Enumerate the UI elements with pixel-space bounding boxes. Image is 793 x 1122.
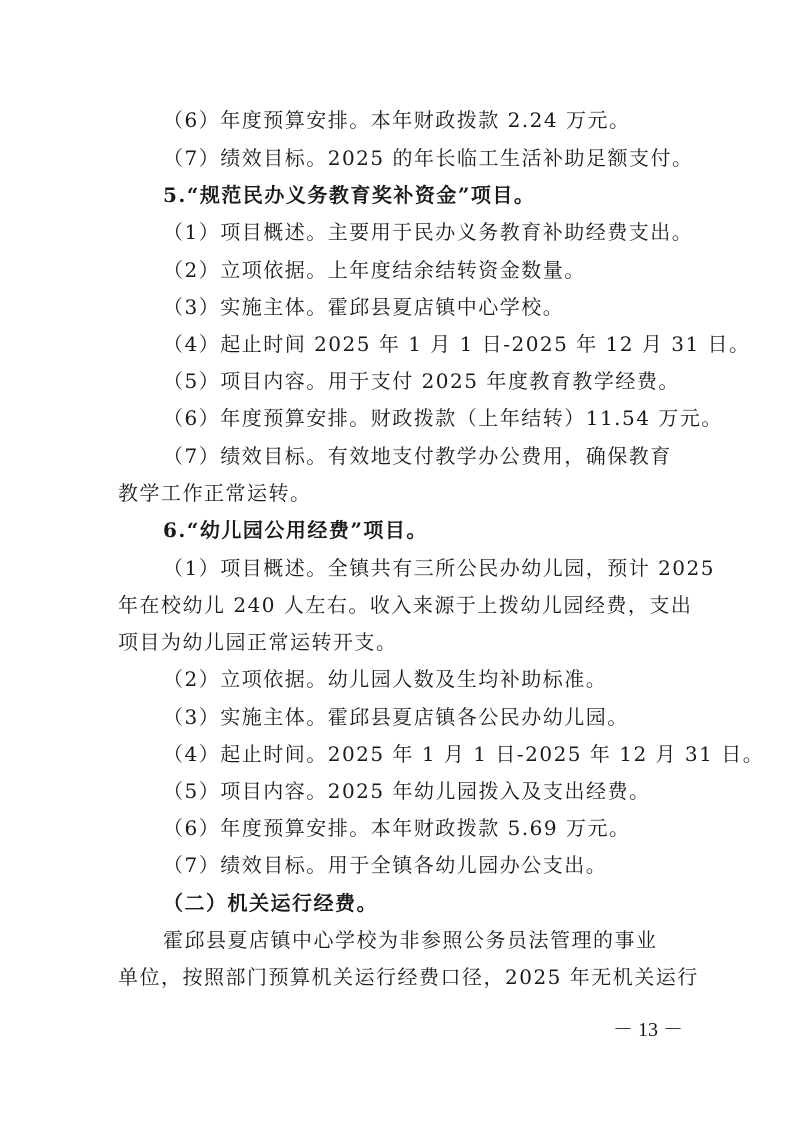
- text-line-content-5: （5）项目内容。用于支付 2025 年度教育教学经费。: [163, 369, 680, 393]
- text-line-overview-6: （1）项目概述。全镇共有三所公民办幼儿园，预计 2025: [163, 556, 715, 580]
- text-line-goal-6: （7）绩效目标。用于全镇各幼儿园办公支出。: [163, 853, 608, 877]
- section-heading-er: （二）机关运行经费。: [163, 891, 378, 915]
- text-line-budget-5: （6）年度预算安排。财政拨款（上年结转）11.54 万元。: [163, 406, 723, 430]
- text-line-period-5: （4）起止时间 2025 年 1 月 1 日-2025 年 12 月 31 日。: [163, 332, 751, 356]
- text-line-goal-5: （7）绩效目标。有效地支付教学办公费用，确保教育: [163, 444, 672, 468]
- text-line-goal-5-cont: 教学工作正常运转。: [118, 481, 312, 505]
- page-number: － 13 －: [613, 1019, 683, 1041]
- text-line-paragraph-1: 霍邱县夏店镇中心学校为非参照公务员法管理的事业: [163, 928, 658, 952]
- text-line-paragraph-2: 单位，按照部门预算机关运行经费口径，2025 年无机关运行: [118, 965, 699, 989]
- text-line-overview-6-cont2: 项目为幼儿园正常运转开支。: [118, 630, 398, 654]
- section-heading-6: 6.“幼儿园公用经费”项目。: [163, 518, 428, 542]
- text-line-budget-6: （6）年度预算安排。本年财政拨款 5.69 万元。: [163, 816, 631, 840]
- text-line-overview-5: （1）项目概述。主要用于民办义务教育补助经费支出。: [163, 220, 694, 244]
- section-heading-5: 5.“规范民办义务教育奖补资金”项目。: [163, 183, 536, 207]
- text-line-subject-5: （3）实施主体。霍邱县夏店镇中心学校。: [163, 295, 565, 319]
- text-line-basis-6: （2）立项依据。幼儿园人数及生均补助标准。: [163, 667, 608, 691]
- text-line-overview-6-cont1: 年在校幼儿 240 人左右。收入来源于上拨幼儿园经费，支出: [118, 593, 693, 617]
- text-line-goal-1: （7）绩效目标。2025 的年长临工生活补助足额支付。: [163, 146, 694, 170]
- text-line-period-6: （4）起止时间。2025 年 1 月 1 日-2025 年 12 月 31 日。: [163, 742, 765, 766]
- text-line-content-6: （5）项目内容。2025 年幼儿园拨入及支出经费。: [163, 779, 651, 803]
- text-line-subject-6: （3）实施主体。霍邱县夏店镇各公民办幼儿园。: [163, 705, 629, 729]
- text-line-budget-1: （6）年度预算安排。本年财政拨款 2.24 万元。: [163, 108, 631, 132]
- text-line-basis-5: （2）立项依据。上年度结余结转资金数量。: [163, 258, 586, 282]
